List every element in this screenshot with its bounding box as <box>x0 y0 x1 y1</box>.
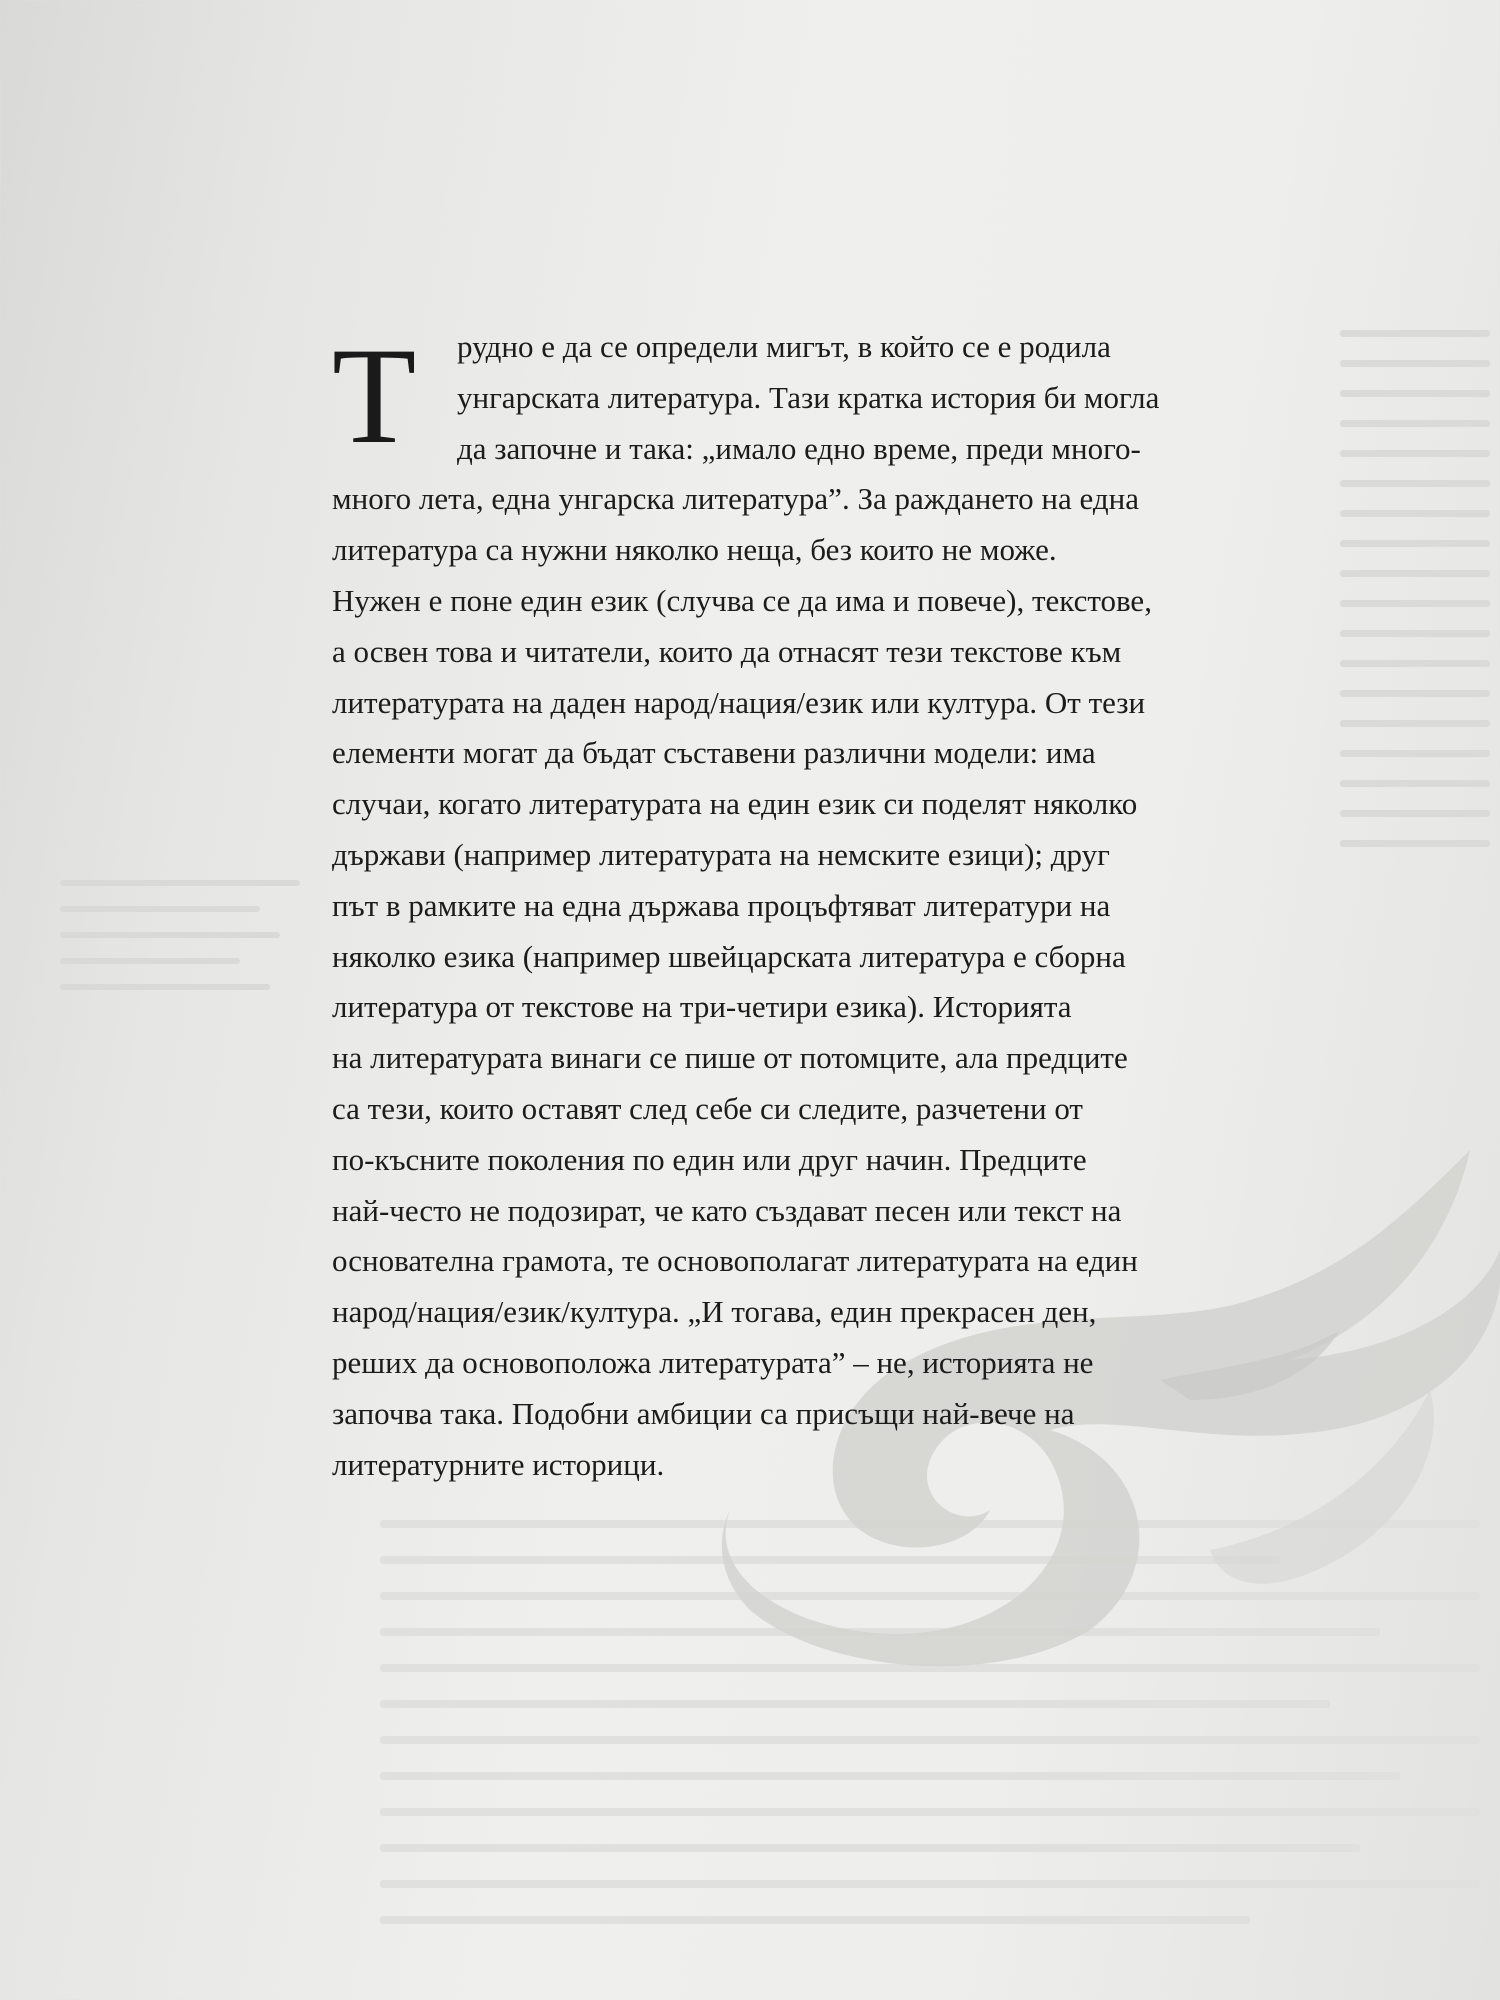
text-line: реших да основоположа литературата” – не, историята не <box>332 1344 1094 1380</box>
text-line: няколко езика (например швейцарската литература е сборна <box>332 938 1126 974</box>
text-line: на литературата винаги се пише от потомците, ала предците <box>332 1040 1128 1076</box>
text-line: най-често не подозират, че като създават песен или текст на <box>332 1192 1122 1228</box>
text-line: основателна грамота, те основополагат литературата на един <box>332 1243 1138 1279</box>
text-line: път в рамките на една държава процъфтяват литератури на <box>332 887 1111 923</box>
text-line: а освен това и читатели, които да отнасят тези текстове към <box>332 633 1122 669</box>
show-through-text <box>1040 200 1051 239</box>
text-line: литературните историци. <box>332 1446 665 1482</box>
text-line: рудно е да се определи мигът, в който се е родила <box>457 329 1111 364</box>
text-line: случаи, когато литературата на един език си поделят няколко <box>332 786 1138 822</box>
text-line: държави (например литературата на немските езици); друг <box>332 836 1110 872</box>
text-line: Нужен е поне един език (случва се да има и повече), текстове, <box>332 582 1152 618</box>
main-text <box>332 319 1382 1490</box>
text-line: по-късните поколения по един или друг начин. Предците <box>332 1141 1087 1177</box>
text-line: литература са нужни няколко неща, без които не може. <box>332 532 1057 568</box>
show-through-lines-left <box>60 880 300 1010</box>
text-line: са тези, които оставят след себе си следите, разчетени от <box>332 1090 1083 1126</box>
text-line: народ/нация/език/култура. „И тогава, един прекрасен ден, <box>332 1294 1097 1330</box>
drop-cap: Т <box>332 319 417 472</box>
text-line: литература от текстове на три-четири езика). Историята <box>332 989 1072 1025</box>
text-line: литературата на даден народ/нация/език или култура. От тези <box>332 684 1146 720</box>
text-line: унгарската литература. Тази кратка история би могла <box>457 379 1160 415</box>
text-line: започва така. Подобни амбиции са присъщи най-вече на <box>332 1395 1075 1431</box>
text-line: да започне и така: „имало едно време, преди много- <box>457 430 1141 466</box>
text-line: елементи могат да бъдат съставени различни модели: има <box>332 735 1096 771</box>
text-line: много лета, една унгарска литература”. За раждането на една <box>332 481 1139 517</box>
